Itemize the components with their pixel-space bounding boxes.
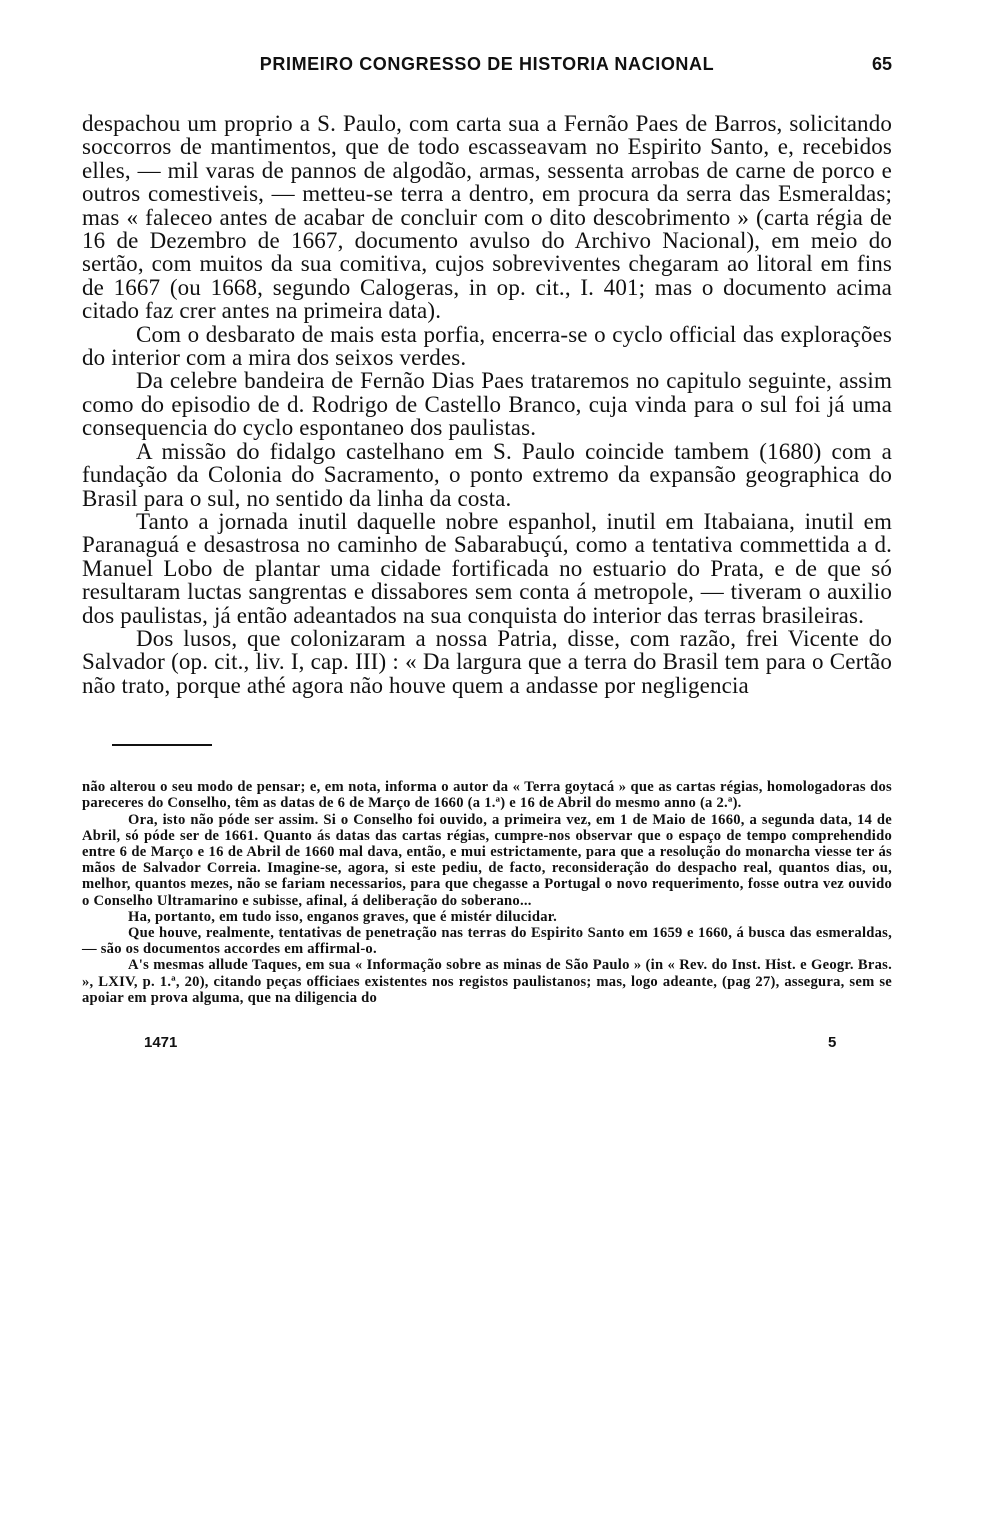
body-paragraph: Dos lusos, que colonizaram a nossa Patria, disse, com razão, frei Vicente do Salvador (op. cit., liv. I, cap. III) : « Da largura que a terra do Brasil tem para o Certão não trato, porque athé agora não houve quem a andasse por negligencia	[82, 625, 892, 698]
footnote-paragraph: A's mesmas allude Taques, em sua « Informação sobre as minas de São Paulo » (in « Rev. do Inst. Hist. e Geogr. Bras. », LXIV, p. 1.ª, 20), citando peças officiaes existentes nos registos paulistanos; mas, logo adeante, (pag 27), assegura, sem se apoiar em prova alguma, que na diligencia do	[82, 957, 892, 1006]
footnote-paragraph: Ha, portanto, em tudo isso, enganos graves, que é mistér dilucidar.	[128, 908, 558, 925]
footnotes	[82, 779, 892, 1006]
running-title: PRIMEIRO CONGRESSO DE HISTORIA NACIONAL	[259, 53, 715, 74]
page-footer	[82, 1034, 892, 1056]
signature-mark: 1471	[144, 1034, 178, 1051]
page-header	[82, 44, 892, 84]
body-paragraph: Tanto a jornada inutil daquelle nobre espanhol, inutil em Itabaiana, inutil em Paranaguá e desastrosa no caminho de Sabarabuçú, como a tentativa commettida a d. Manuel Lobo de plantar uma cidade fortificada no estuario do Prata, e de que só resultaram luctas sangrentas e dissabores sem conta á metropole, — tiveram o auxilio dos paulistas, já então adeantados na sua conquista do interior das terras brasileiras.	[82, 508, 892, 628]
footnote-paragraph: Que houve, realmente, tentativas de penetração nas terras do Espirito Santo em 1659 e 1660, á busca das esmeraldas, — são os documentos accordes em affirmal-o.	[82, 924, 892, 958]
footnote-divider	[112, 744, 212, 746]
book-page	[82, 44, 892, 1484]
body-paragraph: Da celebre bandeira de Fernão Dias Paes trataremos no capitulo seguinte, assim como do episodio de d. Rodrigo de Castello Branco, cuja vinda para o sul foi já uma consequencia do cyclo espontaneo dos paulistas.	[82, 368, 892, 441]
body-paragraph: despachou um proprio a S. Paulo, com carta sua a Fernão Paes de Barros, solicitando soccorros de mantimentos, que de todo escasseavam no Espirito Santo, e, recebidos elles, — mil varas de pannos de algodão, armas, sessenta arrobas de carne de porco e outros comestiveis, — metteu-se terra a dentro, em procura da serra das Esmeraldas; mas « faleceo antes de acabar de concluir com o dito descobrimento » (carta régia de 16 de Dezembro de 1667, documento avulso do Archivo Nacional), em meio do sertão, com muitos da sua comitiva, cujos sobreviventes chegaram ao litoral em fins de 1667 (ou 1668, segundo Calogeras, in op. cit., I. 401; mas o documento acima citado faz crer antes na primeira data).	[82, 111, 892, 324]
main-text	[82, 112, 892, 697]
body-paragraph: Com o desbarato de mais esta porfia, encerra-se o cyclo official das explorações do interior com a mira dos seixos verdes.	[82, 321, 892, 371]
footnote-paragraph: não alterou o seu modo de pensar; e, em nota, informa o autor da « Terra goytacá » que as cartas régias, homologadoras dos pareceres do Conselho, têm as datas de 6 de Março de 1660 (a 1.ª) e 16 de Abril do mesmo anno (a 2.ª).	[82, 779, 892, 812]
sheet-number: 5	[828, 1034, 837, 1051]
page-number: 65	[871, 54, 892, 74]
body-paragraph: A missão do fidalgo castelhano em S. Paulo coincide tambem (1680) com a fundação da Colonia do Sacramento, o ponto extremo da expansão geographica do Brasil para o sul, no sentido da linha da costa.	[82, 438, 892, 511]
footnote-paragraph: Ora, isto não póde ser assim. Si o Conselho foi ouvido, a primeira vez, em 1 de Maio de 1660, a segunda data, 14 de Abril, só póde ser de 1661. Quanto ás datas das cartas régias, cumpre-nos observar que o espaço de tempo comprehendido entre 6 de Março e 16 de Abril de 1660 mal dava, então, e mui estrictamente, para que a resolução do monarcha viesse ter ás mãos de Salvador Correia. Imagine-se, agora, si este pediu, de facto, reconsideração do despacho real, quantos dias, ou, melhor, quantos mezes, não se fariam necessarios, para que chegasse a Portugal o novo requerimento, fosse outra vez ouvido o Conselho Ultramarino e subisse, afinal, á deliberação do soberano...	[82, 811, 892, 909]
